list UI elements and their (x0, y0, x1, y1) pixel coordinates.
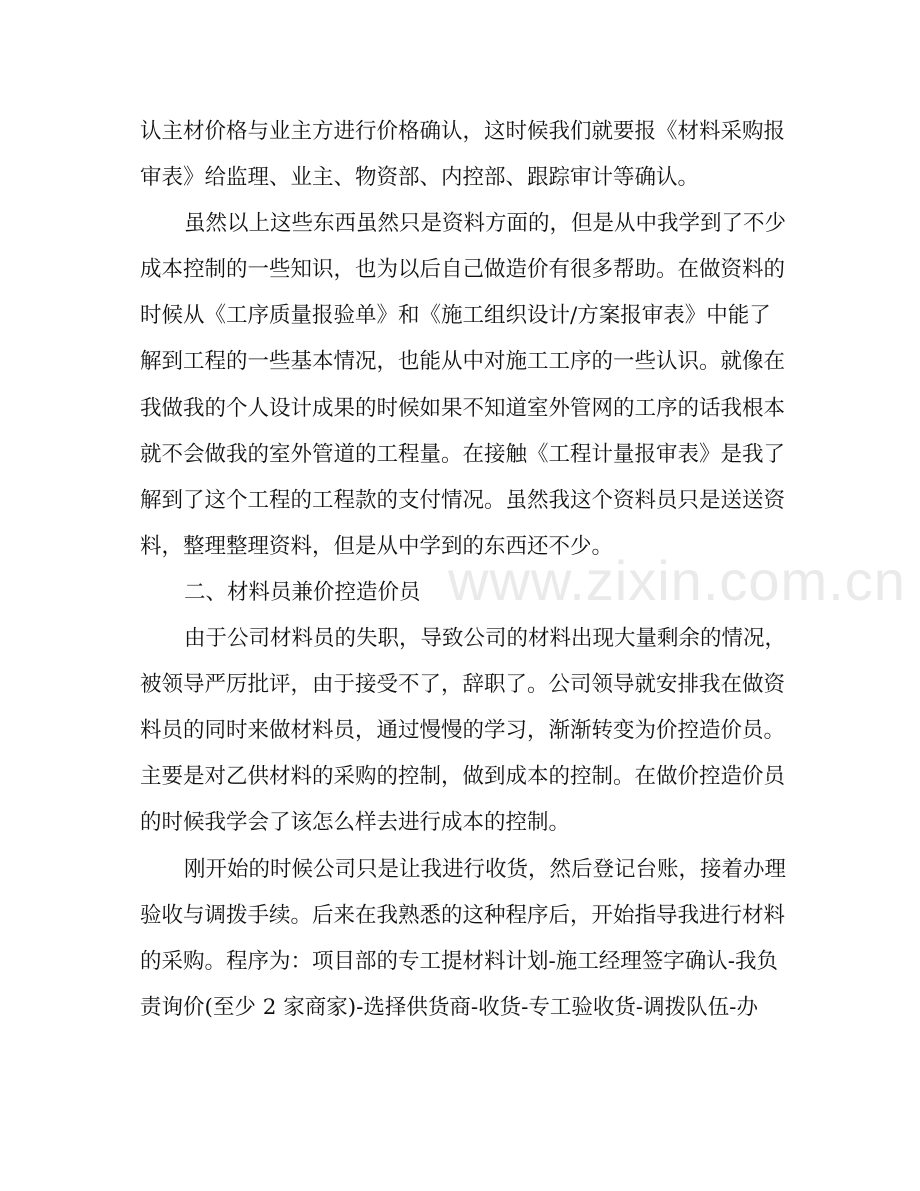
text-line: 被领导严厉批评，由于接受不了，辞职了。公司领导就安排我在做资 (140, 672, 786, 698)
text-line: 的时候我学会了该怎么样去进行成本的控制。 (140, 810, 571, 836)
text-line: 解到了这个工程的工程款的支付情况。虽然我这个资料员只是送送资 (140, 487, 786, 513)
paragraph-start-line: 由于公司材料员的失职，导致公司的材料出现大量剩余的情况， (184, 626, 787, 652)
text-line: 成本控制的一些知识，也为以后自己做造价有很多帮助。在做资料的 (140, 257, 786, 283)
text-line: 的采购。程序为：项目部的专工提材料计划-施工经理签字确认-我负 (140, 948, 779, 974)
text-line: 就不会做我的室外管道的工程量。在接触《工程计量报审表》是我了 (140, 441, 786, 467)
text-line: 我做我的个人设计成果的时候如果不知道室外管网的工序的话我根本 (140, 395, 786, 421)
text-line: 责询价(至少 2 家商家)-选择供货商-收货-专工验收货-调拨队伍-办 (140, 994, 758, 1020)
text-line: 认主材价格与业主方进行价格确认，这时候我们就要报《材料采购报 (140, 119, 786, 144)
paragraph-start-line: 刚开始的时候公司只是让我进行收货，然后登记台账，接着办理 (184, 856, 787, 882)
text-line: 解到工程的一些基本情况，也能从中对施工工序的一些认识。就像在 (140, 349, 786, 375)
text-line: 审表》给监理、业主、物资部、内控部、跟踪审计等确认。 (140, 165, 700, 191)
text-line: 时候从《工序质量报验单》和《施工组织设计/方案报审表》中能了 (140, 303, 771, 329)
text-line: 料，整理整理资料，但是从中学到的东西还不少。 (140, 533, 614, 559)
section-heading: 二、材料员兼价控造价员 (184, 579, 421, 605)
text-line: 验收与调拨手续。后来在我熟悉的这种程序后，开始指导我进行材料 (140, 902, 786, 928)
text-line: 主要是对乙供材料的采购的控制，做到成本的控制。在做价控造价员 (140, 764, 786, 790)
document-body (140, 109, 787, 1031)
paragraph-start-line: 虽然以上这些东西虽然只是资料方面的，但是从中我学到了不少 (184, 211, 787, 237)
watermark: www.zixin.com.cn (448, 549, 906, 612)
text-line: 料员的同时来做材料员，通过慢慢的学习，渐渐转变为价控造价员。 (140, 718, 786, 744)
